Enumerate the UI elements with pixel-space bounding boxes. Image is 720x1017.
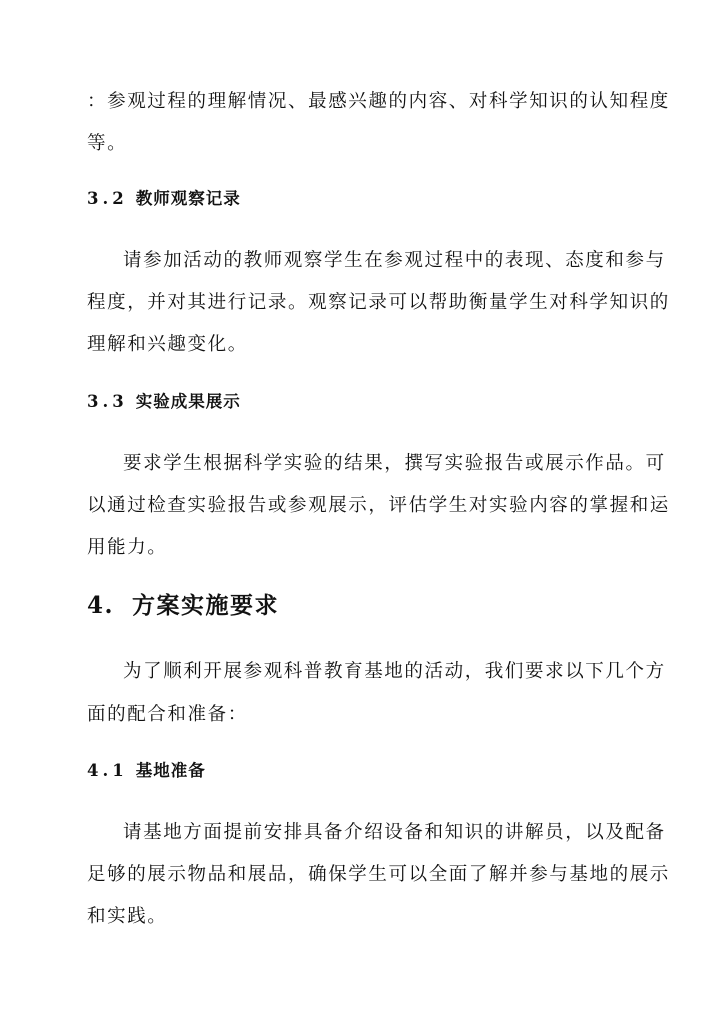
paragraph-line: ：参观过程的理解情况、最感兴趣的内容、对科学知识的认知程度 xyxy=(87,91,670,112)
section-heading-4 xyxy=(87,591,279,621)
paragraph-line: 请参加活动的教师观察学生在参观过程中的表现、态度和参与 xyxy=(123,250,666,271)
paragraph-line: 理解和兴趣变化。 xyxy=(87,334,248,355)
paragraph-line: 要求学生根据科学实验的结果，撰写实验报告或展示作品。可 xyxy=(123,453,666,474)
paragraph-line: 和实践。 xyxy=(87,906,168,927)
section-number: 4.1 xyxy=(87,761,128,780)
section-heading-3-3 xyxy=(87,391,241,413)
section-title: 实验成果展示 xyxy=(135,392,241,411)
paragraph-line: 面的配合和准备： xyxy=(87,704,248,725)
paragraph-line: 以通过检查实验报告或参观展示，评估学生对实验内容的掌握和运 xyxy=(87,495,670,516)
section-number: 4. xyxy=(87,592,115,619)
paragraph-line: 用能力。 xyxy=(87,537,168,558)
section-heading-3-2 xyxy=(87,188,241,210)
section-number: 3.2 xyxy=(87,189,128,208)
paragraph-line: 足够的展示物品和展品，确保学生可以全面了解并参与基地的展示 xyxy=(87,864,670,885)
section-number: 3.3 xyxy=(87,392,128,411)
section-heading-4-1 xyxy=(87,760,206,782)
section-title: 方案实施要求 xyxy=(132,592,280,619)
section-title: 基地准备 xyxy=(135,761,206,780)
paragraph-line: 等。 xyxy=(87,133,128,154)
paragraph-line: 程度，并对其进行记录。观察记录可以帮助衡量学生对科学知识的 xyxy=(87,292,670,313)
section-title: 教师观察记录 xyxy=(135,189,241,208)
paragraph-line: 为了顺利开展参观科普教育基地的活动，我们要求以下几个方 xyxy=(123,661,666,682)
paragraph-line: 请基地方面提前安排具备介绍设备和知识的讲解员，以及配备 xyxy=(123,822,666,843)
